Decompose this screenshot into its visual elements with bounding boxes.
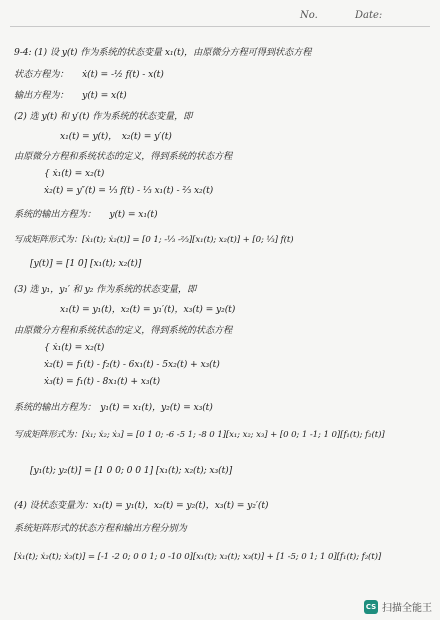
line-7: { ẋ₁(t) = x₂(t): [44, 168, 105, 179]
line-19: 写成矩阵形式为：[ẋ₁; ẋ₂; ẋ₃] = [0 1 0; -6 -5 1; -8 0 1][x₁; x₂; x₃] + [0 0; 1 -1; 1 0][f₁(t); f₂(t)]: [14, 430, 385, 440]
line-18: 系统的输出方程为： y₁(t) = x₁(t)，y₂(t) = x₃(t): [14, 402, 213, 413]
line-1: 9-4: (1) 设 y(t) 作为系统的状态变量 x₁(t)，由原微分方程可得到状态方程: [14, 47, 312, 58]
header-rule: [10, 26, 430, 27]
line-3: 输出方程为： y(t) = x(t): [14, 90, 127, 101]
header-no-label: No.: [300, 10, 318, 21]
header-date-label: Date:: [355, 10, 383, 21]
camscanner-logo-icon: CS: [364, 600, 378, 614]
line-22: 系统矩阵形式的状态方程和输出方程分别为: [14, 523, 187, 534]
line-17: ẋ₃(t) = f₁(t) - 8x₁(t) + x₃(t): [44, 376, 160, 387]
line-11: [y(t)] = [1 0] [x₁(t); x₂(t)]: [30, 258, 142, 269]
line-4: (2) 选 y(t) 和 y′(t) 作为系统的状态变量，即: [14, 111, 193, 122]
scanner-watermark: [364, 599, 432, 614]
line-6: 由原微分方程和系统状态的定义，得到系统的状态方程: [14, 151, 233, 162]
line-5: x₁(t) = y(t)， x₂(t) = y′(t): [60, 131, 172, 142]
line-14: 由原微分方程和系统状态的定义，得到系统的状态方程: [14, 325, 233, 336]
line-12: (3) 选 y₁，y₁′ 和 y₂ 作为系统的状态变量，即: [14, 284, 197, 295]
line-21: (4) 设状态变量为：x₁(t) = y₁(t)，x₂(t) = y₂(t)，x₃(t) = y₂′(t): [14, 500, 269, 511]
line-8: ẋ₂(t) = y″(t) = ⅓ f(t) - ⅓ x₁(t) - ⅔ x₂(t): [44, 185, 214, 196]
line-2: 状态方程为： ẋ(t) = -½ f(t) - x(t): [14, 69, 164, 80]
line-15: { ẋ₁(t) = x₂(t): [44, 342, 105, 353]
line-23: [ẋ₁(t); ẋ₂(t); ẋ₃(t)] = [-1 -2 0; 0 0 1; 0 -10 0][x₁(t); x₂(t); x₃(t)] + [1 -5; 0 1; 1 0][f₁(t); f₂(t)]: [14, 552, 382, 562]
line-10: 写成矩阵形式为：[ẋ₁(t); ẋ₂(t)] = [0 1; -⅓ -⅔][x₁(t); x₂(t)] + [0; ⅓] f(t): [14, 235, 294, 245]
line-9: 系统的输出方程为： y(t) = x₁(t): [14, 209, 158, 220]
line-20: [y₁(t); y₂(t)] = [1 0 0; 0 0 1] [x₁(t); x₂(t); x₃(t)]: [30, 465, 233, 476]
line-16: ẋ₂(t) = f₁(t) - f₂(t) - 6x₁(t) - 5x₂(t) + x₃(t): [44, 359, 220, 370]
line-13: x₁(t) = y₁(t)，x₂(t) = y₁′(t)，x₃(t) = y₂(t): [60, 304, 236, 315]
scanner-app-label: 扫描全能王: [382, 603, 432, 614]
